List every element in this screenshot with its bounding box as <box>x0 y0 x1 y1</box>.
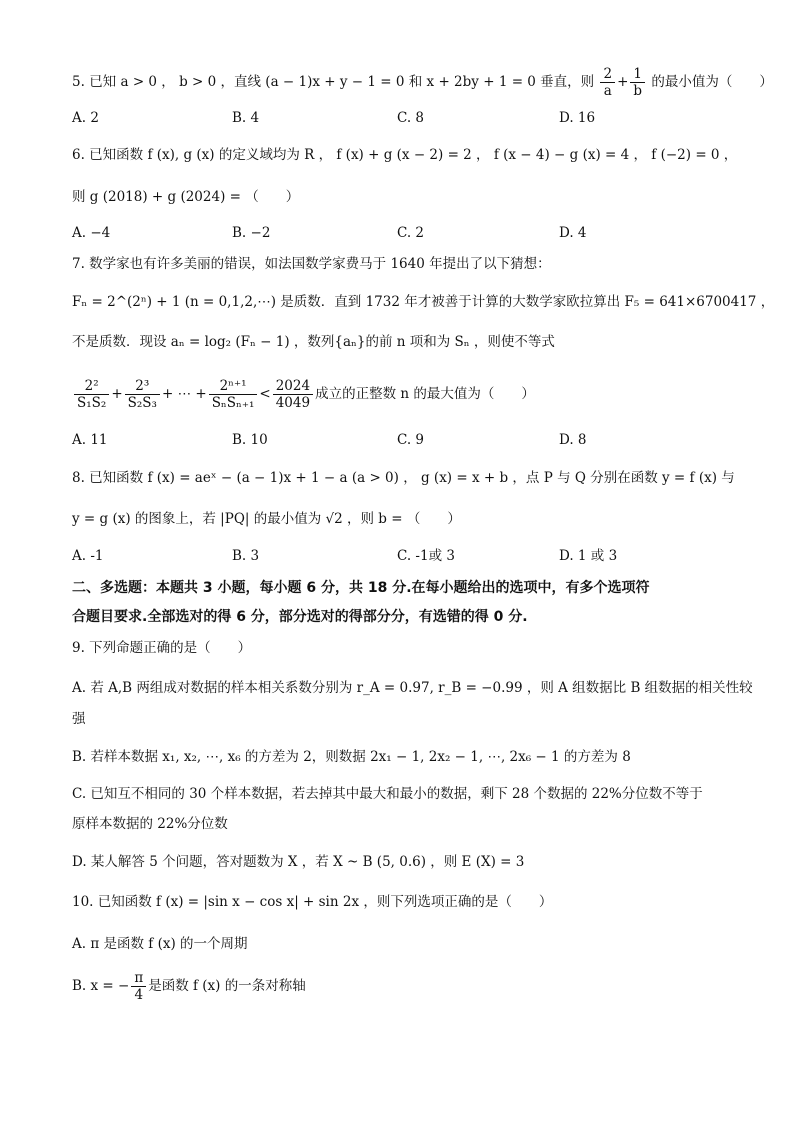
q6-option-d[interactable]: D. 4 <box>559 225 587 241</box>
q5-option-a[interactable]: A. 2 <box>72 110 99 126</box>
q10-frac-den: 4 <box>134 987 144 1003</box>
q9-option-a-line-2: 强 <box>72 711 86 727</box>
q6-line-2: 则 g (2018) + g (2024) = （ ） <box>72 189 300 205</box>
q7-inequality: $\frac{\text{2²}}{\text{S₁S₂}}$ + $\frac{\text{2³}}{\text{S₂S₃}}$ + ⋯ + $\frac{\text{2ⁿ⁺¹}}{\text{SₙSₙ₊₁}}$ < $\frac{2024}{4049}$ 成立的正整数 n 的最大值为（ ） <box>72 374 734 414</box>
q5-option-b[interactable]: B. 4 <box>232 110 260 126</box>
q10-frac-num: π <box>131 970 146 987</box>
q7-term-n-num: 2ⁿ⁺¹ <box>209 378 258 395</box>
q7-term-2-den: S₂S₃ <box>127 395 157 411</box>
q8-line-1: 8. 已知函数 f (x) = aeˣ − (a − 1)x + 1 − a (a > 0) ， g (x) = x + b ，点 P 与 Q 分别在函数 y = f (x) 与 <box>72 470 735 486</box>
q7-term-n-den: SₙSₙ₊₁ <box>211 395 255 411</box>
q7-post: 成立的正整数 n 的最大值为（ ） <box>315 386 535 402</box>
q5-number: 5. <box>72 74 85 90</box>
q5-frac2-num: 1 <box>630 66 645 83</box>
section-2-header-line-1: 二、多选题：本题共 3 小题，每小题 6 分，共 18 分.在每小题给出的选项中，有多个选项符 <box>72 580 650 596</box>
q7-ellipsis: + ⋯ + <box>161 386 207 402</box>
q6-option-a[interactable]: A. −4 <box>72 225 111 241</box>
q6-option-c[interactable]: C. 2 <box>397 225 425 241</box>
q8-option-a[interactable]: A. -1 <box>72 548 104 564</box>
q10-option-b-fraction <box>131 970 146 1003</box>
q9-stem: 9. 下列命题正确的是（ ） <box>72 640 252 656</box>
q7-term-1-den: S₁S₂ <box>77 395 107 411</box>
q9-option-c-line-1[interactable]: C. 已知互不相同的 30 个样本数据，若去掉其中最大和最小的数据，剩下 28 个数据的 22%分位数不等于 <box>72 786 703 802</box>
q5-frac1-den: a <box>603 83 612 99</box>
q10-option-b-pre: B. x = − <box>72 978 130 994</box>
q9-option-a-line-1[interactable]: A. 若 A,B 两组成对数据的样本相关系数分别为 r_A = 0.97, r_B = −0.99 ，则 A 组数据比 B 组数据的相关性较 <box>72 680 753 696</box>
q5-condition: a > 0 ， b > 0 ，直线 (a − 1)x + y − 1 = 0 和 x + 2by + 1 = 0 垂直，则 <box>120 74 595 90</box>
q7-term-1-num: 2² <box>74 378 109 395</box>
q7-rhs-num: 2024 <box>273 378 313 395</box>
q5-option-d[interactable]: D. 16 <box>559 110 596 126</box>
q8-option-c[interactable]: C. -1或 3 <box>397 548 455 564</box>
q7-less-than: < <box>259 386 271 402</box>
q7-term-n <box>209 378 258 411</box>
q7-option-b[interactable]: B. 10 <box>232 432 268 448</box>
q8-option-d[interactable]: D. 1 或 3 <box>559 548 618 564</box>
q7-option-a[interactable]: A. 11 <box>72 432 108 448</box>
q5-pre: 已知 <box>89 74 117 90</box>
q8-option-b[interactable]: B. 3 <box>232 548 260 564</box>
q5-fraction-2 <box>630 66 645 99</box>
q5-frac1-num: 2 <box>600 66 615 83</box>
q7-rhs <box>273 378 313 411</box>
question-5 <box>72 62 773 102</box>
q10-stem: 10. 已知函数 f (x) = |sin x − cos x| + sin 2x ，则下列选项正确的是（ ） <box>72 894 553 910</box>
section-2-header-line-2: 合题目要求.全部选对的得 6 分，部分选对的得部分分，有选错的得 0 分. <box>72 609 528 625</box>
q7-rhs-den: 4049 <box>275 395 311 411</box>
q5-option-c[interactable]: C. 8 <box>397 110 425 126</box>
q5-post: 的最小值为（ ） <box>651 74 773 90</box>
q9-option-d[interactable]: D. 某人解答 5 个问题，答对题数为 X ，若 X ~ B (5, 0.6) ，则 E (X) = 3 <box>72 854 525 870</box>
q5-frac2-den: b <box>633 83 643 99</box>
q6-options <box>72 223 732 243</box>
q7-term-2-num: 2³ <box>125 378 160 395</box>
q7-term-2 <box>125 378 160 411</box>
q5-fraction-1 <box>600 66 615 99</box>
q10-option-a[interactable]: A. π 是函数 f (x) 的一个周期 <box>72 936 248 952</box>
q10-option-b[interactable] <box>72 966 734 1006</box>
q5-plus: + <box>617 74 629 90</box>
q7-term-1 <box>74 378 109 411</box>
q7-line-3: 不是质数．现设 aₙ = log₂ (Fₙ − 1) ，数列{aₙ}的前 n 项和为 Sₙ ，则使不等式 <box>72 334 555 350</box>
q7-option-d[interactable]: D. 8 <box>559 432 587 448</box>
q6-option-b[interactable]: B. −2 <box>232 225 271 241</box>
q7-line-2: Fₙ = 2^(2ⁿ) + 1 (n = 0,1,2,⋯) 是质数．直到 1732 年才被善于计算的大数学家欧拉算出 F₅ = 641×6700417 ， <box>72 294 775 310</box>
q8-options <box>72 546 732 566</box>
q8-line-2: y = g (x) 的图象上，若 |PQ| 的最小值为 √2 ，则 b = （ ） <box>72 511 461 527</box>
q9-option-c-line-2: 原样本数据的 22%分位数 <box>72 816 228 832</box>
q10-option-b-post: 是函数 f (x) 的一条对称轴 <box>148 978 306 994</box>
q5-options <box>72 108 732 128</box>
q7-option-c[interactable]: C. 9 <box>397 432 425 448</box>
q6-line-1: 6. 已知函数 f (x), g (x) 的定义域均为 R ， f (x) + g (x − 2) = 2 ， f (x − 4) − g (x) = 4 ， f (−2) = 0 ， <box>72 147 738 163</box>
q7-line-1: 7. 数学家也有许多美丽的错误，如法国数学家费马于 1640 年提出了以下猜想： <box>72 256 551 272</box>
q7-options <box>72 430 732 450</box>
q9-option-b[interactable]: B. 若样本数据 x₁, x₂, ⋯, x₆ 的方差为 2，则数据 2x₁ − 1, 2x₂ − 1, ⋯, 2x₆ − 1 的方差为 8 <box>72 749 631 765</box>
